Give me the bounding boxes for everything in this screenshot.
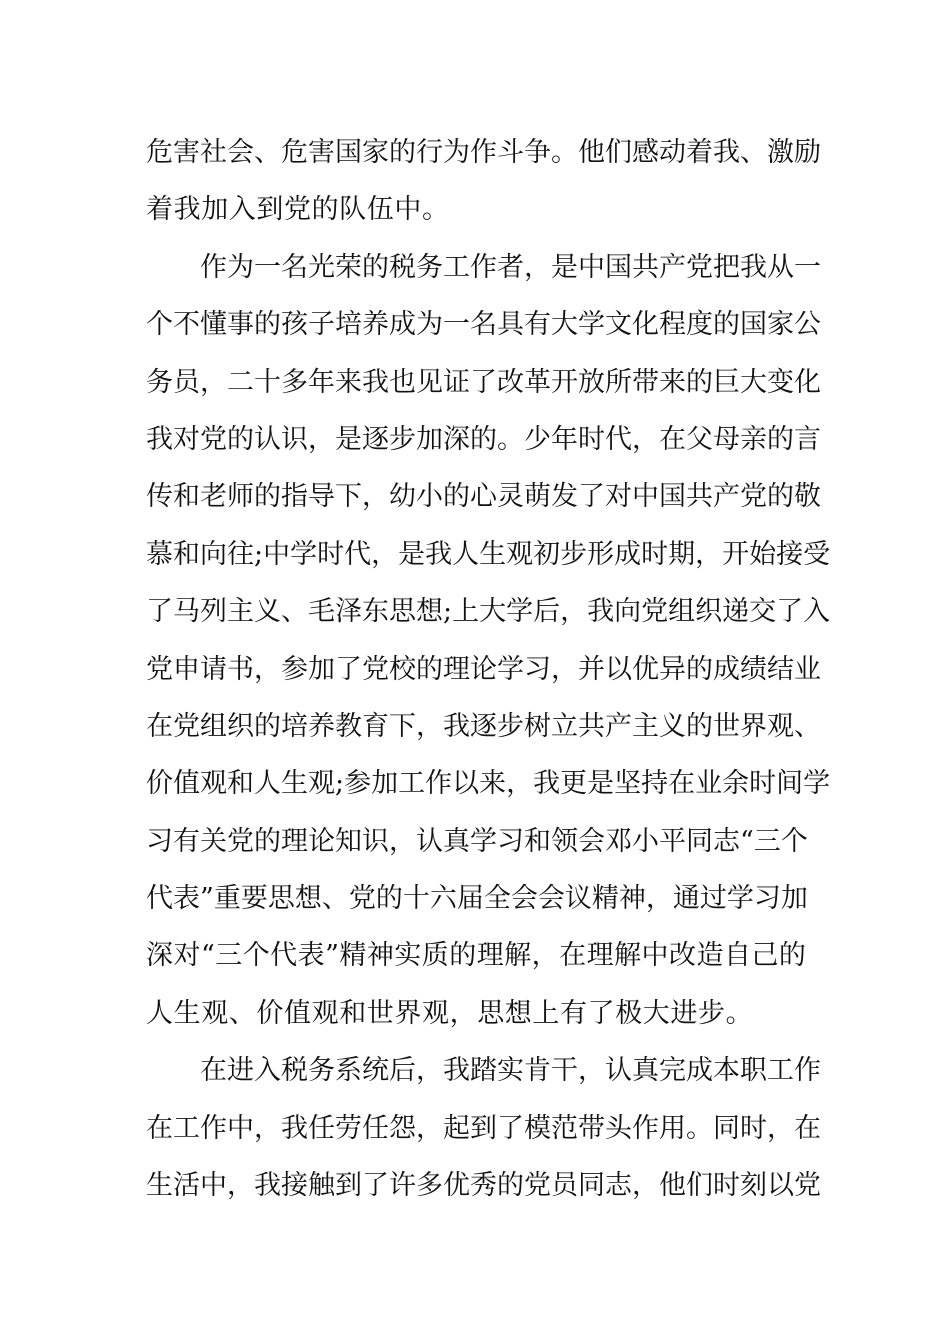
text-line: 生 活 中 ， 我 接 触 到 了 许 多 优 秀 的 党 员 同 志 ， 他 们 时 刻 以 党 (146, 1170, 821, 1202)
text-line: 在 工 作 中 ， 我 任 劳 任 怨 ， 起 到 了 模 范 带 头 作 用 。 同 时 ， 在 (146, 1112, 821, 1144)
text-line: 习 有 关 党 的 理 论 知 识 ， 认 真 学 习 和 领 会 邓 小 平 同 志 “ 三 个 (146, 825, 808, 857)
text-line: 代 表 ” 重 要 思 想 、 党 的 十 六 届 全 会 会 议 精 神 ， 通 过 学 习 加 (146, 883, 808, 915)
text-line: 个 不 懂 事 的 孩 子 培 养 成 为 一 名 具 有 大 学 文 化 程 度 的 国 家 公 (146, 309, 821, 341)
text-line: 了 马 列 主 义 、 毛 泽 东 思 想 ; 上 大 学 后 ， 我 向 党 组 织 递 交 了 入 (146, 596, 831, 628)
text-line: 危 害 社 会 、 危 害 国 家 的 行 为 作 斗 争 。 他 们 感 动 着 我 、 激 励 (146, 137, 821, 168)
text-line: 务 员 ， 二 十 多 年 来 我 也 见 证 了 改 革 开 放 所 带 来 的 巨 大 变 化 (146, 366, 821, 398)
text-line: 传 和 老 师 的 指 导 下 ， 幼 小 的 心 灵 萌 发 了 对 中 国 共 产 党 的 敬 (146, 481, 821, 513)
text-line: 作 为 一 名 光 荣 的 税 务 工 作 者 ， 是 中 国 共 产 党 把 我 从 一 (200, 251, 821, 283)
text-line: 在 党 组 织 的 培 养 教 育 下 ， 我 逐 步 树 立 共 产 主 义 的 世 界 观 、 (146, 710, 821, 742)
text-line: 在 进 入 税 务 系 统 后 ， 我 踏 实 肯 干 ， 认 真 完 成 本 职 工 作 (200, 1055, 821, 1087)
text-line: 党 申 请 书 ， 参 加 了 党 校 的 理 论 学 习 ， 并 以 优 异 的 成 绩 结 业 (146, 653, 821, 685)
text-line: 着我加入到党的队伍中。 (146, 194, 450, 226)
text-line: 价 值 观 和 人 生 观 ; 参 加 工 作 以 来 ， 我 更 是 坚 持 在 业 余 时 间 学 (146, 768, 831, 800)
document-body (146, 124, 831, 1214)
text-line: 慕 和 向 往 ; 中 学 时 代 ， 是 我 人 生 观 初 步 形 成 时 期 ， 开 始 接 受 (146, 538, 831, 570)
text-line: 我 对 党 的 认 识 ， 是 逐 步 加 深 的 。 少 年 时 代 ， 在 父 母 亲 的 言 (146, 423, 821, 455)
text-line: 人生观、价值观和世界观，思想上有了极大进步。 (146, 997, 754, 1029)
text-line: 深 对 “ 三 个 代 表 ” 精 神 实 质 的 理 解 ， 在 理 解 中 改 造 自 己 的 (146, 940, 806, 972)
